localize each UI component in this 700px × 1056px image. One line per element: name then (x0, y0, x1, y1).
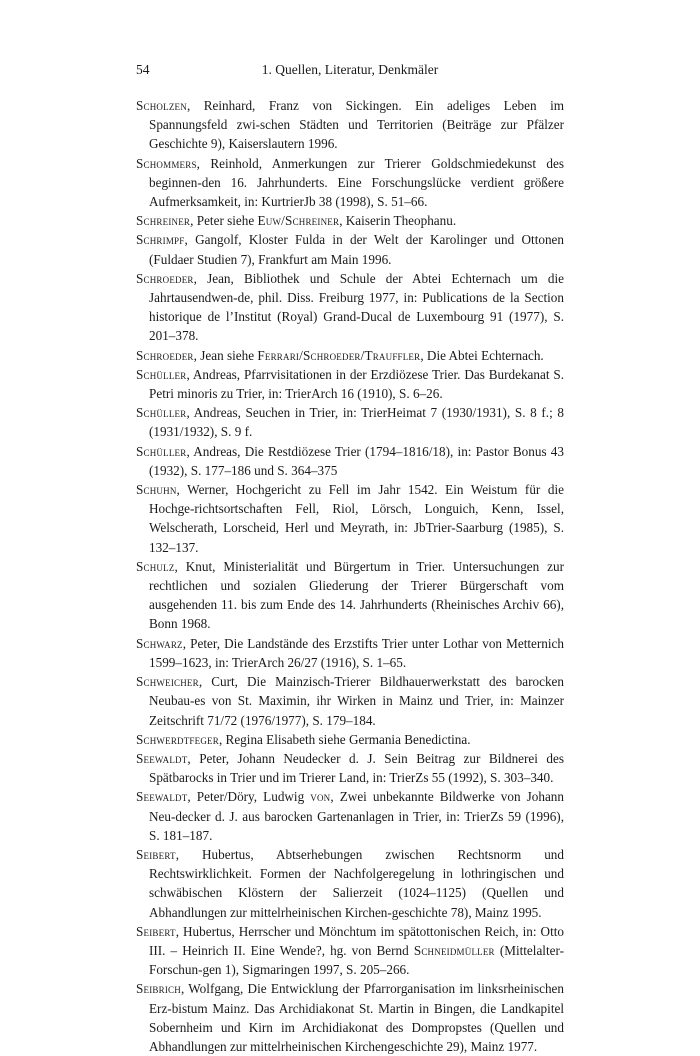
entry-author: Schulz (136, 558, 175, 574)
running-head: 1. Quellen, Literatur, Denkmäler (261, 62, 439, 77)
bibliography-entry (136, 979, 564, 1056)
bibliography-entry (136, 346, 564, 365)
bibliography-entry (136, 442, 564, 480)
entry-author: Schroeder (136, 270, 194, 286)
entry-text: , Hubertus, Abtserhebungen zwischen Rechtsnorm und Rechtswirklichkeit. Formen der Nachfolgeregelung in lothringischen und schwäbischen Klöstern der Salierzeit (1024–1125) (Quellen und Abhandlungen zur mittelrheinischen Kirchen-geschichte 78), Mainz 1995. (149, 846, 564, 920)
entry-text: , Andreas, Die Restdiözese Trier (1794–1816/18), in: Pastor Bonus 43 (1932), S. 177–186 und S. 364–375 (149, 443, 564, 478)
entry-author: Seewaldt (136, 750, 188, 766)
entry-author: Seibert (136, 846, 176, 862)
entry-text: , Peter/Döry, Ludwig (187, 789, 311, 805)
bibliography-entry (136, 787, 564, 845)
entry-cross-ref-author: Euw/Schreiner (257, 213, 340, 229)
entry-author: Schommers (136, 155, 197, 171)
entry-text: , Jean siehe (193, 347, 258, 363)
entry-text: , Reinhold, Anmerkungen zur Trierer Goldschmiedekunst des beginnen-den 16. Jahrhunderts. Eine Forschungslücke verdient größere Aufmerksamkeit, in: KurtrierJb 38 (1998), S. 51–66. (149, 155, 564, 210)
entry-text: , Peter, Johann Neudecker d. J. Sein Beitrag zur Bildnerei des Spätbarocks in Trier und im Trierer Land, in: TrierZs 55 (1992), S. 303–340. (149, 750, 564, 786)
entry-text: , Peter, Die Landstände des Erzstifts Trier unter Lothar von Metternich 1599–1623, in: TrierArch 26/27 (1916), S. 1–65. (149, 635, 564, 670)
entry-author: Schüller (136, 443, 187, 459)
entry-text: , Die Abtei Echternach. (420, 347, 544, 363)
entry-author: Schwerdtfeger (136, 731, 219, 747)
entry-text: , Knut, Ministerialität und Bürgertum in Trier. Untersuchungen zur rechtlichen und sozialen Gliederung der Trierer Bürgerschaft vom ausgehenden 11. bis zum Ende des 14. Jahrhunderts (Rheinisches Archiv 66), Bonn 1968. (149, 558, 564, 632)
entry-author: Seibert (136, 923, 176, 939)
bibliography-entry (136, 730, 564, 749)
entry-cross-ref-author: von (310, 789, 331, 805)
bibliography-entry (136, 269, 564, 346)
entry-text: , Werner, Hochgericht zu Fell im Jahr 1542. Ein Weistum für die Hochge-richtsortschaften Fell, Riol, Lörsch, Longuich, Kenn, Issel, Welscherath, Lorscheid, Herl und Meyrath, in: JbTrier-Saarburg (1985), S. 132–137. (149, 482, 564, 555)
bibliography-entry (136, 557, 564, 634)
entry-author: Seewaldt (136, 789, 188, 805)
entry-cross-ref-author: Schneidmüller (413, 942, 495, 958)
bibliography-entry (136, 211, 564, 230)
entry-author: Scholzen (136, 98, 187, 113)
bibliography-entry (136, 480, 564, 557)
bibliography-entry (136, 365, 564, 403)
bibliography-entry (136, 749, 564, 787)
bibliography-entry (136, 634, 564, 672)
entry-text: , Regina Elisabeth siehe Germania Benedictina. (218, 731, 471, 747)
bibliography-entry (136, 96, 564, 154)
entry-text: , Hubertus, Herrscher und Mönchtum im spätottonischen Reich, in: Otto III. – Heinrich II. Eine Wende?, hg. von Bernd (149, 923, 564, 958)
entry-text: , Peter siehe (190, 213, 258, 229)
bibliography-entry (136, 403, 564, 441)
entry-text: , Zwei unbekannte Bildwerke von Johann Neu-decker d. J. aus barocken Gartenanlagen in Trier, in: TrierZs 59 (1996), S. 181–187. (149, 789, 564, 843)
entry-text: , Wolfgang, Die Entwicklung der Pfarrorganisation im linksrheinischen Erz-bistum Mainz. Das Archidiakonat St. Martin in Bingen, die Landkapitel Sobernheim und Kirn im Archidiakonat des Dompropstes (Quellen und Abhandlungen zur mittelrheinischen Kirchengeschichte 29), Mainz 1977. (149, 981, 564, 1054)
entry-author: Schwarz (136, 635, 183, 651)
entry-text: (Mittelalter-Forschun-gen 1), Sigmaringen 1997, S. 205–266. (149, 942, 565, 978)
entry-text: , Jean, Bibliothek und Schule der Abtei Echternach um die Jahrtausendwen-de, phil. Diss. Freiburg 1977, in: Publications de la Section historique de l’Institut (Royal) Grand-Ducal de Luxembourg 91 (1977), S. 201–378. (149, 270, 564, 344)
entry-author: Seibrich (136, 981, 181, 997)
entry-text: , Andreas, Pfarrvisitationen in der Erzdiözese Trier. Das Burdekanat S. Petri minoris zu Trier, in: TrierArch 16 (1910), S. 6–26. (149, 366, 564, 402)
entry-text: , Andreas, Seuchen in Trier, in: TrierHeimat 7 (1930/1931), S. 8 f.; 8 (1931/1932), S. 9 f. (149, 405, 564, 440)
entry-text: , Gangolf, Kloster Fulda in der Welt der Karolinger und Ottonen (Fuldaer Studien 7), Frankfurt am Main 1996. (149, 232, 564, 267)
bibliography-entry (136, 845, 564, 922)
entry-author: Schroeder (136, 347, 194, 363)
bibliography-entry (136, 922, 564, 980)
entry-author: Schuhn (136, 482, 177, 498)
entry-text: , Reinhard, Franz von Sickingen. Ein adeliges Leben im Spannungsfeld zwi-schen Städten und Territorien (Beiträge zur Pfälzer Geschichte 9), Kaiserslautern 1996. (149, 98, 564, 152)
entry-author: Schrimpf (136, 232, 185, 248)
bibliography-entry (136, 672, 564, 730)
entry-author: Schweicher (136, 674, 199, 690)
page-header (136, 62, 564, 82)
entry-author: Schüller (136, 366, 187, 382)
entry-cross-ref-author: Ferrari/Schroeder/Trauffler (257, 347, 421, 363)
entry-author: Schüller (136, 405, 187, 421)
entry-text: , Curt, Die Mainzisch-Trierer Bildhauerwerkstatt des barocken Neubau-es von St. Maximin, ihr Wirken in Mainz und Trier, in: Mainzer Zeitschrift 71/72 (1976/1977), S. 179–184. (149, 674, 564, 728)
bibliography-list (136, 96, 564, 1056)
entry-text: , Kaiserin Theophanu. (339, 213, 457, 229)
page-number: 54 (136, 62, 150, 77)
bibliography-entry (136, 154, 564, 212)
entry-author: Schreiner (136, 213, 191, 229)
bibliography-entry (136, 230, 564, 268)
